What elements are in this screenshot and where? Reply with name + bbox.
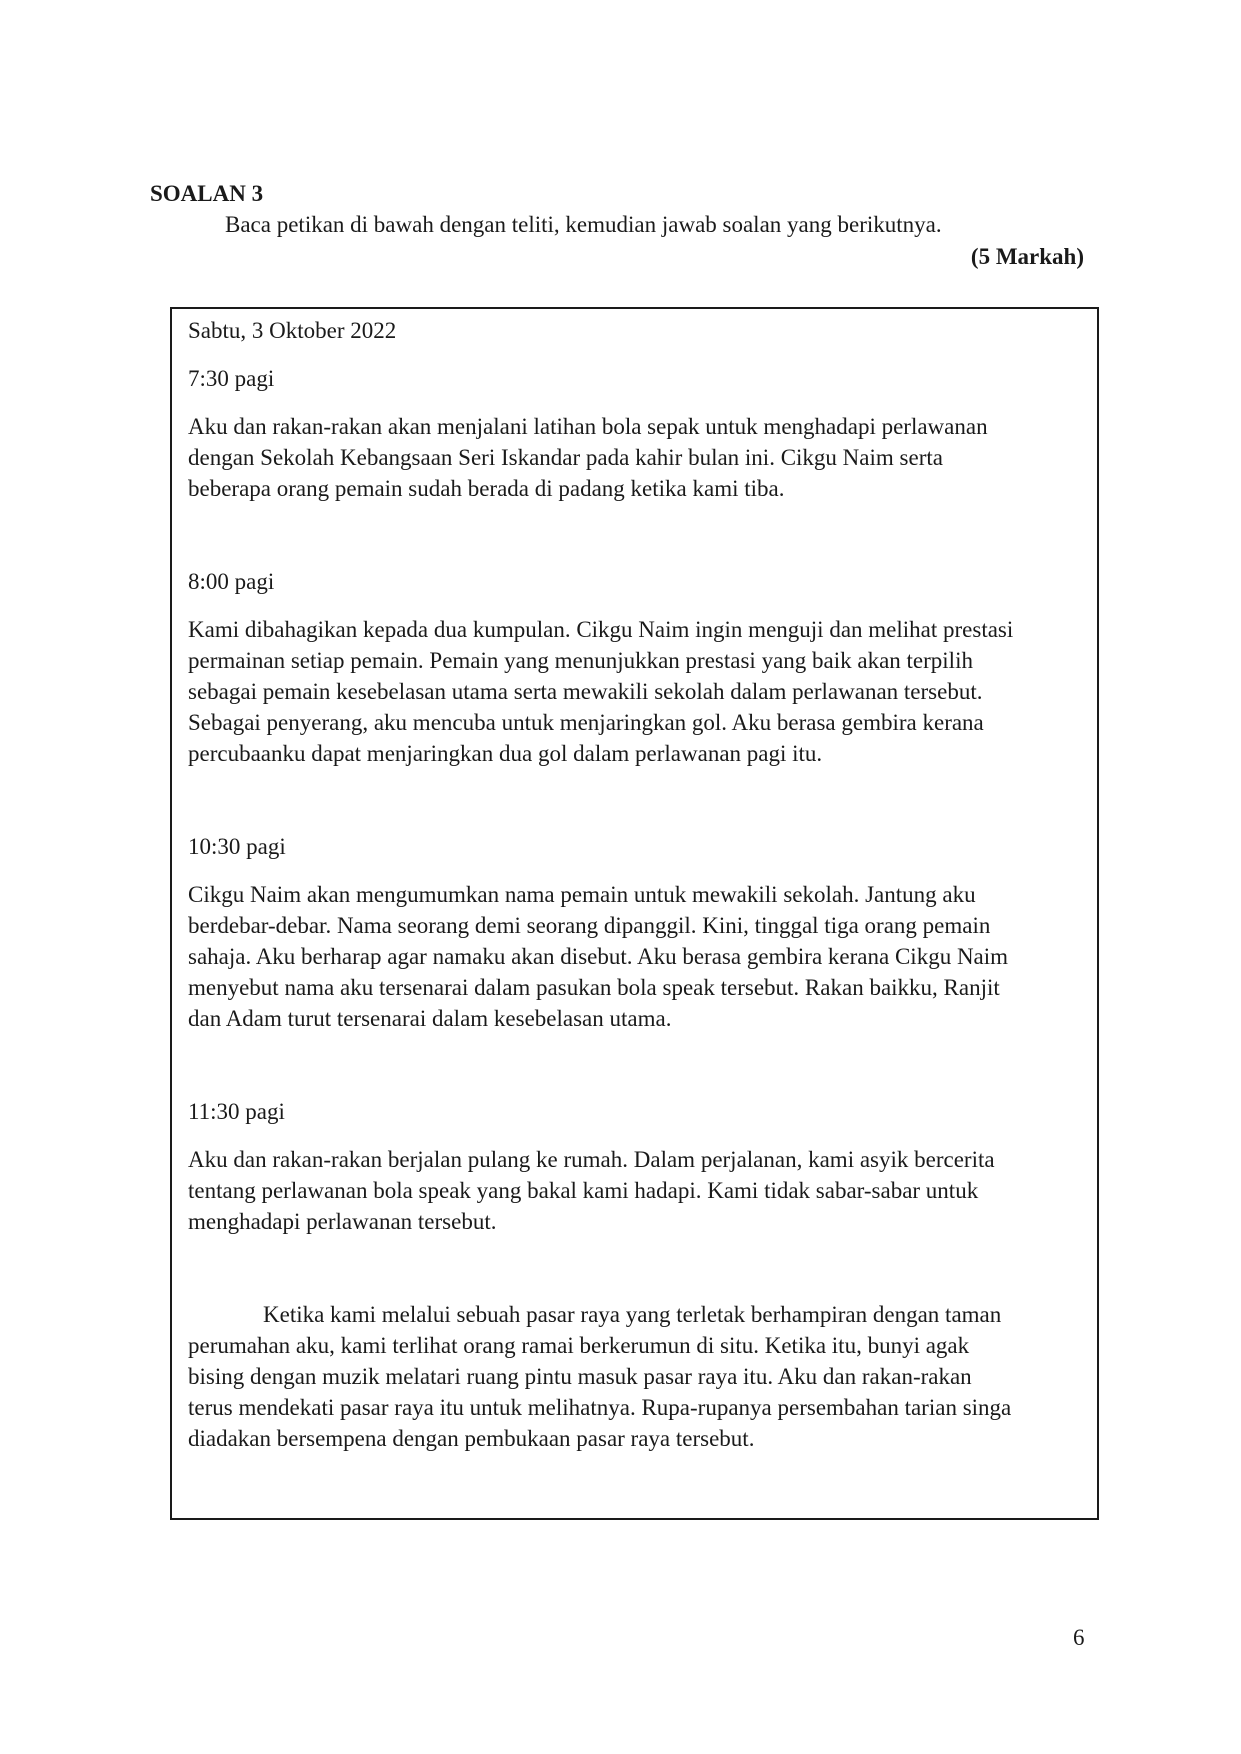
passage-date: Sabtu, 3 Oktober 2022	[188, 318, 397, 343]
paragraph-line: sahaja. Aku berharap agar namaku akan disebut. Aku berasa gembira kerana Cikgu Naim	[188, 944, 1009, 969]
paragraph-line: dan Adam turut tersenarai dalam kesebelasan utama.	[188, 1006, 672, 1031]
passage-box	[170, 307, 1099, 1520]
final-paragraph	[188, 1299, 1088, 1454]
question-marks: (5 Markah)	[970, 244, 1084, 269]
question-heading: SOALAN 3	[150, 181, 264, 206]
paragraph-line: menyebut nama aku tersenarai dalam pasukan bola speak tersebut. Rakan baikku, Ranjit	[188, 975, 1000, 1000]
paragraph-line: perumahan aku, kami terlihat orang ramai berkerumun di situ. Ketika itu, bunyi agak	[188, 1333, 970, 1358]
entry-paragraph	[188, 411, 1088, 504]
paragraph-line: diadakan bersempena dengan pembukaan pasar raya tersebut.	[188, 1426, 755, 1451]
paragraph-line: berdebar-debar. Nama seorang demi seorang dipanggil. Kini, tinggal tiga orang pemain	[188, 913, 991, 938]
entry-paragraph	[188, 879, 1088, 1034]
paragraph-line: bising dengan muzik melatari ruang pintu masuk pasar raya itu. Aku dan rakan-rakan	[188, 1364, 972, 1389]
entry-time: 11:30 pagi	[188, 1099, 285, 1124]
page-number: 6	[1073, 1625, 1085, 1650]
paragraph-line: menghadapi perlawanan tersebut.	[188, 1209, 497, 1234]
paragraph-line: terus mendekati pasar raya itu untuk melihatnya. Rupa-rupanya persembahan tarian singa	[188, 1395, 1012, 1420]
paragraph-line: percubaanku dapat menjaringkan dua gol dalam perlawanan pagi itu.	[188, 741, 823, 766]
paragraph-line: beberapa orang pemain sudah berada di padang ketika kami tiba.	[188, 476, 785, 501]
paragraph-line: sebagai pemain kesebelasan utama serta mewakili sekolah dalam perlawanan tersebut.	[188, 679, 983, 704]
paragraph-line: Cikgu Naim akan mengumumkan nama pemain untuk mewakili sekolah. Jantung aku	[188, 882, 976, 907]
entry-paragraph	[188, 1144, 1088, 1237]
paragraph-line: Ketika kami melalui sebuah pasar raya yang terletak berhampiran dengan taman	[263, 1302, 1002, 1327]
paragraph-line: permainan setiap pemain. Pemain yang menunjukkan prestasi yang baik akan terpilih	[188, 648, 973, 673]
entry-time: 10:30 pagi	[188, 834, 286, 859]
paragraph-line: Aku dan rakan-rakan akan menjalani latihan bola sepak untuk menghadapi perlawanan	[188, 414, 988, 439]
paragraph-line: tentang perlawanan bola speak yang bakal kami hadapi. Kami tidak sabar-sabar untuk	[188, 1178, 979, 1203]
question-instruction: Baca petikan di bawah dengan teliti, kemudian jawab soalan yang berikutnya.	[225, 212, 942, 237]
paragraph-line: Aku dan rakan-rakan berjalan pulang ke rumah. Dalam perjalanan, kami asyik bercerita	[188, 1147, 995, 1172]
paragraph-line: Kami dibahagikan kepada dua kumpulan. Cikgu Naim ingin menguji dan melihat prestasi	[188, 617, 1014, 642]
entry-time: 7:30 pagi	[188, 366, 275, 391]
paragraph-line: Sebagai penyerang, aku mencuba untuk menjaringkan gol. Aku berasa gembira kerana	[188, 710, 984, 735]
entry-paragraph	[188, 614, 1088, 769]
entry-time: 8:00 pagi	[188, 569, 275, 594]
paragraph-line: dengan Sekolah Kebangsaan Seri Iskandar pada kahir bulan ini. Cikgu Naim serta	[188, 445, 943, 470]
